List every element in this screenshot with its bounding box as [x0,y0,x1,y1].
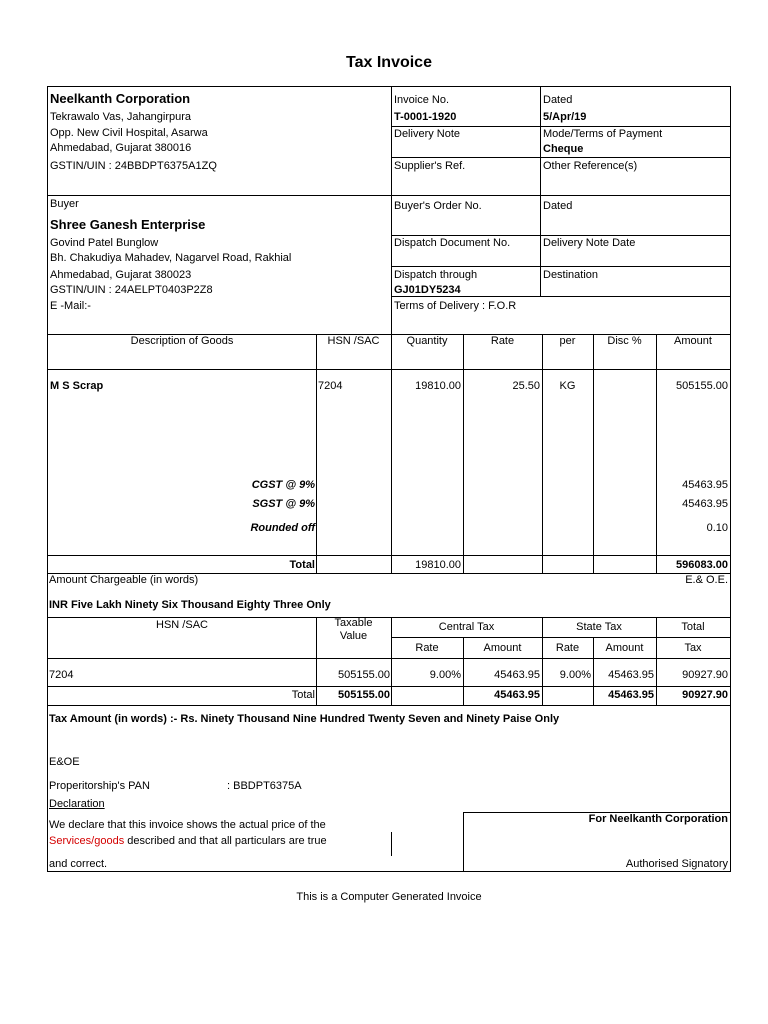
item-quantity: 19810.00 [415,380,461,392]
tax-total-central-amount: 45463.95 [494,689,540,701]
pan-label: Properitorship's PAN [49,780,150,792]
tax-row-state-amount: 45463.95 [608,669,654,681]
destination-label: Destination [543,269,599,281]
divider-v [316,334,317,573]
item-hsn: 7204 [318,380,343,392]
invoice-no-value: T-0001-1920 [394,111,457,123]
taxable-header-1: Taxable [334,617,373,629]
divider-v [391,334,392,573]
buyer-address-1: Govind Patel Bunglow [50,237,159,249]
central-tax-header: Central Tax [438,621,495,633]
seller-address-1: Tekrawalo Vas, Jahangirpura [50,111,192,123]
text-cursor-mark [391,832,392,856]
seller-name: Neelkanth Corporation [50,91,191,106]
dated-value: 5/Apr/19 [543,111,587,123]
buyer-address-2: Bh. Chakudiya Mahadev, Nagarvel Road, Rakhial [50,252,292,264]
rounded-off-label: Rounded off [250,522,315,534]
buyer-label: Buyer [50,198,79,210]
item-per: KG [559,380,576,392]
declaration-line-3: and correct. [49,858,108,870]
buyer-email: E -Mail:- [50,300,91,312]
col-quantity-header: Quantity [406,335,448,347]
total-tax-header-1: Total [681,621,705,633]
state-tax-header: State Tax [576,621,622,633]
tax-row-central-amount: 45463.95 [494,669,540,681]
divider-v [540,86,541,296]
total-label: Total [289,559,315,571]
tax-row-state-rate: 9.00% [559,669,591,681]
invoice-no-label: Invoice No. [394,94,450,106]
divider-v [656,334,657,573]
dispatch-document-label: Dispatch Document No. [394,237,511,249]
payment-mode-value: Cheque [543,143,584,155]
buyer-address-3: Ahmedabad, Gujarat 380023 [50,269,192,281]
divider-h [47,705,731,706]
eoe-note: E&OE [49,756,80,768]
tax-total-state-amount: 45463.95 [608,689,654,701]
order-dated-label: Dated [543,200,573,212]
seller-address-3: Ahmedabad, Gujarat 380016 [50,142,192,154]
dispatch-through-value: GJ01DY5234 [394,284,461,296]
payment-mode-label: Mode/Terms of Payment [543,128,663,140]
seller-gstin: GSTIN/UIN : 24BBDPT6375A1ZQ [50,160,217,172]
sgst-amount: 45463.95 [682,498,728,510]
state-amount-header: Amount [605,642,644,654]
divider-v [463,334,464,573]
divider-h [391,637,731,638]
dispatch-through-label: Dispatch through [394,269,478,281]
suppliers-ref-label: Supplier's Ref. [394,160,466,172]
col-per-header: per [559,335,576,347]
sgst-label: SGST @ 9% [252,498,315,510]
declaration-line-1: We declare that this invoice shows the actual price of the [49,819,326,831]
tax-row-total: 90927.90 [682,669,728,681]
computer-generated-note: This is a Computer Generated Invoice [296,891,482,903]
total-amount: 596083.00 [676,559,728,571]
tax-row-taxable: 505155.00 [338,669,390,681]
buyer-gstin: GSTIN/UIN : 24AELPT0403P2Z8 [50,284,213,296]
divider-h [47,686,731,687]
pan-value: : BBDPT6375A [227,780,302,792]
tax-total-label: Total [291,689,315,701]
col-rate-header: Rate [490,335,515,347]
item-rate: 25.50 [512,380,540,392]
total-quantity: 19810.00 [415,559,461,571]
border-right [730,86,731,871]
divider-h [47,195,731,196]
terms-of-delivery: Terms of Delivery : F.O.R [394,300,517,312]
divider-h [47,555,731,556]
border-top [47,86,731,87]
tax-row-hsn: 7204 [49,669,74,681]
amount-chargeable-label: Amount Chargeable (in words) [49,574,199,586]
invoice-title: Tax Invoice [346,54,432,71]
declaration-highlight: Services/goods [49,835,125,847]
amount-in-words: INR Five Lakh Ninety Six Thousand Eighty Three Only [49,599,331,611]
declaration-label: Declaration [49,798,105,810]
cgst-label: CGST @ 9% [251,479,315,491]
eoe-label: E.& O.E. [685,574,728,586]
state-rate-header: Rate [555,642,580,654]
divider-h [47,658,731,659]
seller-address-2: Opp. New Civil Hospital, Asarwa [50,127,208,139]
rounded-off-amount: 0.10 [706,522,728,534]
buyers-order-label: Buyer's Order No. [394,200,482,212]
authorised-signatory: Authorised Signatory [625,858,728,870]
col-amount-header: Amount [674,335,712,347]
central-amount-header: Amount [483,642,522,654]
item-description: M S Scrap [50,380,104,392]
cgst-amount: 45463.95 [682,479,728,491]
col-description-header: Description of Goods [130,335,234,347]
declaration-line-2 [49,834,327,848]
tax-hsn-header: HSN /SAC [156,619,208,631]
col-hsn-header: HSN /SAC [327,335,380,347]
divider-v [542,334,543,573]
declaration-line-2-text: described and that all particulars are true [124,835,327,847]
border-bottom [47,871,731,872]
other-reference-label: Other Reference(s) [543,160,638,172]
buyer-name: Shree Ganesh Enterprise [50,217,206,232]
taxable-header-2: Value [339,630,368,642]
divider-h [47,369,731,370]
total-tax-header-2: Tax [684,642,702,654]
divider-v [593,334,594,573]
divider-h [391,157,731,158]
delivery-note-label: Delivery Note [394,128,461,140]
tax-row-central-rate: 9.00% [429,669,461,681]
for-company: For Neelkanth Corporation [588,813,728,825]
dated-label: Dated [543,94,573,106]
tax-total-total: 90927.90 [682,689,728,701]
delivery-note-date-label: Delivery Note Date [543,237,636,249]
tax-total-taxable: 505155.00 [338,689,390,701]
col-disc-header: Disc % [607,335,642,347]
item-amount: 505155.00 [676,380,728,392]
central-rate-header: Rate [415,642,439,654]
divider-h [391,266,731,267]
tax-amount-in-words: Tax Amount (in words) :- Rs. Ninety Thousand Nine Hundred Twenty Seven and Ninety Paise Only [49,713,560,725]
